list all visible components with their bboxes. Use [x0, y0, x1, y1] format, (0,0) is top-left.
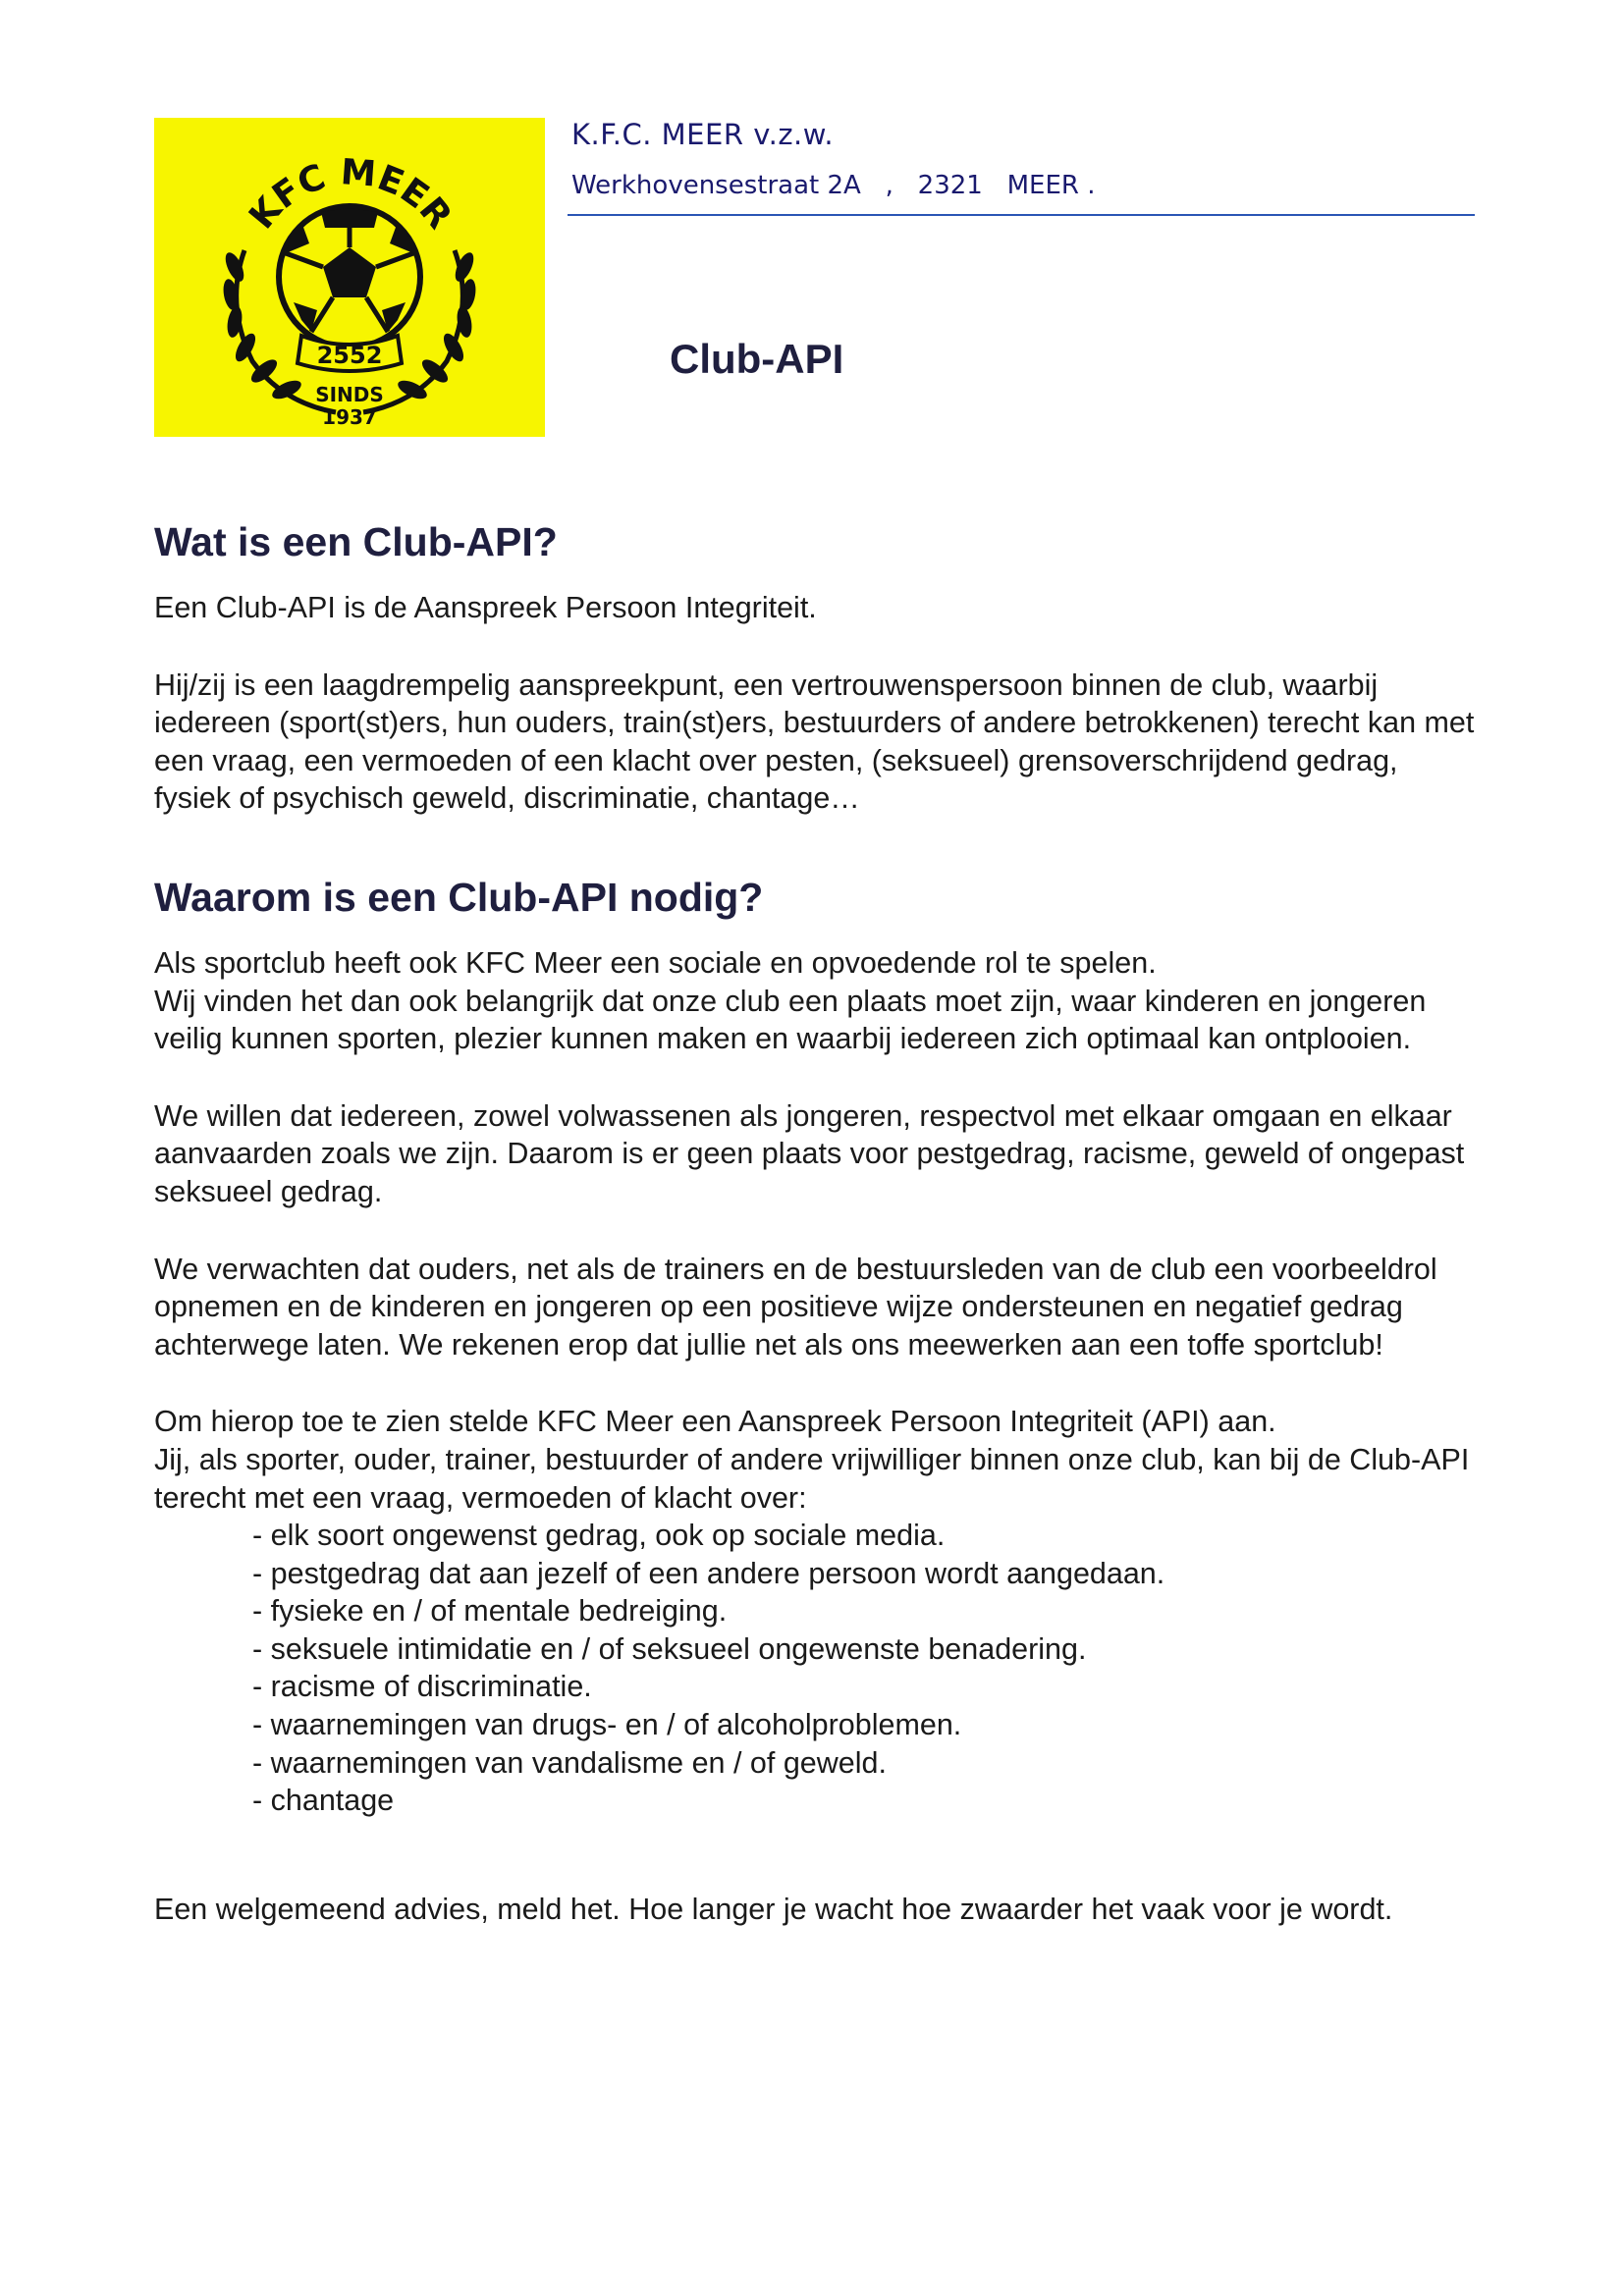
list-item: - racisme of discriminatie.: [252, 1668, 1480, 1706]
soccer-ball-crest-icon: [154, 118, 545, 437]
list-item: - elk soort ongewenst gedrag, ook op sociale media.: [252, 1517, 1480, 1555]
logo-top-text: KFC MEER: [242, 152, 460, 238]
document-title: Club-API: [670, 336, 844, 382]
header-divider: [568, 214, 1475, 216]
section-heading: Wat is een Club-API?: [154, 519, 558, 564]
list-item: - chantage: [252, 1782, 1480, 1820]
document-body: [154, 517, 1480, 1928]
list-item: - waarnemingen van drugs- en / of alcoholproblemen.: [252, 1706, 1480, 1744]
paragraph: Een Club-API is de Aanspreek Persoon Integriteit.: [154, 591, 817, 624]
logo-number: 2552: [316, 342, 383, 369]
concern-list: [154, 1517, 1480, 1820]
list-item: - fysieke en / of mentale bedreiging.: [252, 1592, 1480, 1630]
paragraph: Jij, als sporter, ouder, trainer, bestuurder of andere vrijwilliger binnen onze club, kan bij de Club-API terecht met een vraag, vermoeden of klacht over:: [154, 1442, 1470, 1515]
section-why-needed: [154, 873, 1480, 1820]
soccer-ball-icon: [279, 206, 420, 347]
paragraph: Wij vinden het dan ook belangrijk dat onze club een plaats moet zijn, waar kinderen en jongeren veilig kunnen sporten, plezier kunnen maken en waarbij iedereen zich optimaal kan ontplooien.: [154, 984, 1427, 1056]
list-item: - pestgedrag dat aan jezelf of een andere persoon wordt aangedaan.: [252, 1555, 1480, 1593]
club-name: K.F.C. MEER v.z.w.: [571, 118, 835, 151]
section-what-is: [154, 517, 1480, 818]
club-address: Werkhovensestraat 2A , 2321 MEER .: [571, 171, 1096, 200]
logo-since-label: SINDS: [315, 383, 384, 406]
paragraph: Om hierop toe te zien stelde KFC Meer een Aanspreek Persoon Integriteit (API) aan.: [154, 1405, 1276, 1439]
club-logo: [154, 118, 545, 437]
list-item: - seksuele intimidatie en / of seksueel ongewenste benadering.: [252, 1630, 1480, 1669]
paragraph: We verwachten dat ouders, net als de trainers en de bestuursleden van de club een voorbeeldrol opnemen en de kinderen en jongeren op een positieve wijze ondersteunen en negatief gedrag achterwege laten. We rekenen erop dat jullie net als ons meewerken aan een toffe sportclub!: [154, 1252, 1437, 1362]
logo-since-year: 1937: [322, 405, 377, 429]
paragraph: Hij/zij is een laagdrempelig aanspreekpunt, een vertrouwenspersoon binnen de club, waarbij iedereen (sport(st)ers, hun ouders, train(st)ers, bestuurders of andere betrokkenen) terecht kan met een vraag, een vermoeden of een klacht over pesten, (seksueel) grensoverschrijdend gedrag, fysiek of psychisch geweld, discriminatie, chantage…: [154, 667, 1475, 816]
section-heading: Waarom is een Club-API nodig?: [154, 874, 764, 920]
paragraph: We willen dat iedereen, zowel volwassenen als jongeren, respectvol met elkaar omgaan en elkaar aanvaarden zoals we zijn. Daarom is er geen plaats voor pestgedrag, racisme, geweld of ongepast seksueel gedrag.: [154, 1098, 1465, 1208]
closing-advice: Een welgemeend advies, meld het. Hoe langer je wacht hoe zwaarder het vaak voor je wordt.: [154, 1892, 1393, 1926]
list-item: - waarnemingen van vandalisme en / of geweld.: [252, 1744, 1480, 1783]
paragraph: Als sportclub heeft ook KFC Meer een sociale en opvoedende rol te spelen.: [154, 945, 1157, 980]
logo-ribbon: [298, 336, 402, 371]
